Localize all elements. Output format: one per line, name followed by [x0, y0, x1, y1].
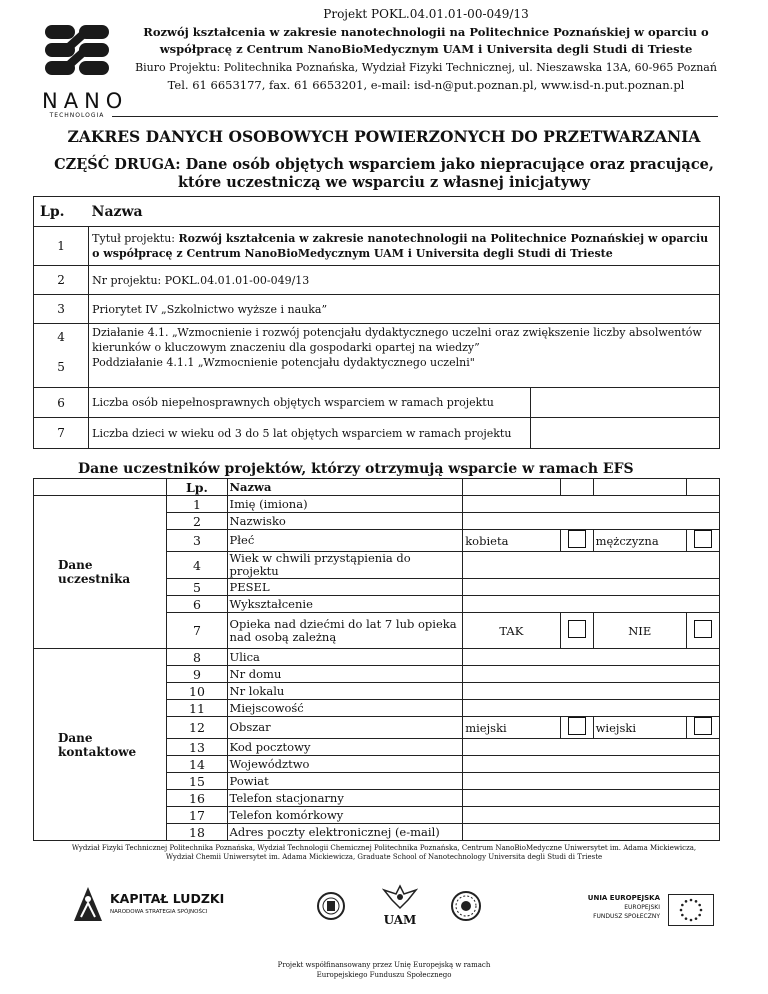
field-input[interactable] — [463, 683, 720, 700]
field-label: Adres poczty elektronicznej (e-mail) — [227, 824, 463, 841]
faculties-note-1: Wydział Fizyki Technicznej Politechnika Poznańska, Wydział Technologii Chemicznej Politechnika Poznańska, Centrum NanoBioMedyczne Uniwersytet im. Adama Mickiewicza, — [71, 844, 697, 852]
project-title-cell — [89, 227, 720, 266]
field-label: Imię (imiona) — [227, 496, 463, 513]
eu-star — [695, 900, 698, 903]
option-checkbox-cell[interactable] — [686, 613, 719, 649]
eu-star — [690, 919, 693, 922]
row-number: 15 — [167, 773, 227, 790]
checkbox[interactable] — [694, 530, 712, 548]
faculties-note-2: Wydział Chemii Uniwersytet im. Adama Mickiewicza, Graduate School of Nanotechnology Universita degli Studi di Trieste — [165, 853, 603, 861]
subtitle-line-2: które uczestniczą we wsparciu z własnej inicjatywy — [177, 174, 591, 191]
field-input[interactable] — [463, 773, 720, 790]
row-number: 5 — [167, 579, 227, 596]
row-number: 1 — [167, 496, 227, 513]
row-number: 14 — [167, 756, 227, 773]
checkbox[interactable] — [568, 530, 586, 548]
eu-logo — [570, 894, 720, 926]
col-name-header: Nazwa — [89, 197, 720, 227]
option-checkbox-cell[interactable] — [686, 717, 719, 739]
cofinancing-line-1: Projekt współfinansowany przez Unię Europejską w ramach — [277, 961, 491, 969]
eu-star — [695, 917, 698, 920]
table-row — [34, 324, 720, 388]
row-number: 2 — [34, 266, 89, 295]
eu-star — [700, 909, 703, 912]
uam-logo — [378, 884, 422, 926]
participant-data-table — [33, 478, 720, 841]
checkbox[interactable] — [694, 620, 712, 638]
header-address: Biuro Projektu: Politechnika Poznańska, Wydział Fizyki Technicznej, ul. Nieszawska 13A, 60-965 Poznań — [135, 61, 717, 74]
field-input[interactable] — [463, 649, 720, 666]
row-number: 11 — [167, 700, 227, 717]
field-label: Powiat — [227, 773, 463, 790]
field-label: Nr lokalu — [227, 683, 463, 700]
eu-star — [690, 899, 693, 902]
eu-text-line1: UNIA EUROPEJSKA — [587, 894, 660, 902]
children-count-input[interactable] — [530, 418, 719, 449]
field-label: Miejscowość — [227, 700, 463, 717]
option-checkbox-cell[interactable] — [560, 613, 593, 649]
field-label: Kod pocztowy — [227, 739, 463, 756]
table-row — [34, 388, 720, 418]
eu-star — [685, 900, 688, 903]
field-input[interactable] — [463, 700, 720, 717]
eu-star — [681, 914, 684, 917]
project-info-table — [33, 196, 720, 449]
page-title: ZAKRES DANYCH OSOBOWYCH POWIERZONYCH DO PRZETWARZANIA — [67, 127, 701, 146]
eu-star — [680, 909, 683, 912]
table-row — [34, 266, 720, 295]
kapital-ludzki-logo — [72, 885, 232, 925]
table-row — [34, 496, 720, 513]
row-number: 6 — [167, 596, 227, 613]
header-line-2: Rozwój kształcenia w zakresie nanotechnologii na Politechnice Poznańskiej w oparciu o — [143, 25, 709, 39]
field-input[interactable] — [463, 596, 720, 613]
field-input[interactable] — [463, 790, 720, 807]
row-number: 8 — [167, 649, 227, 666]
field-label: Płeć — [227, 530, 463, 552]
eu-text-line3: FUNDUSZ SPOŁECZNY — [593, 913, 660, 920]
field-input[interactable] — [463, 824, 720, 841]
table-row — [34, 227, 720, 266]
field-input[interactable] — [463, 552, 720, 579]
table-row — [34, 418, 720, 449]
row-number: 5 — [57, 360, 65, 374]
row-number: 13 — [167, 739, 227, 756]
cofinancing-line-2: Europejskiego Funduszu Społecznego — [316, 971, 452, 979]
header-divider — [112, 116, 718, 117]
value-cell — [686, 479, 719, 496]
option-checkbox-cell[interactable] — [686, 530, 719, 552]
eu-text — [570, 894, 660, 921]
field-input[interactable] — [463, 666, 720, 683]
field-input[interactable] — [463, 756, 720, 773]
row-number: 4 — [57, 330, 65, 344]
project-title-label: Tytuł projektu: — [92, 232, 179, 245]
row-number: 16 — [167, 790, 227, 807]
row-number: 6 — [34, 388, 89, 418]
field-label: PESEL — [227, 579, 463, 596]
checkbox[interactable] — [568, 717, 586, 735]
option-checkbox-cell[interactable] — [560, 530, 593, 552]
header-empty-cell — [34, 479, 167, 496]
header-contact: Tel. 61 6653177, fax. 61 6653201, e-mail: isd-n@put.poznan.pl, www.isd-n.put.poznan.pl — [167, 78, 685, 92]
row-number: 9 — [167, 666, 227, 683]
row-number: 7 — [34, 418, 89, 449]
col-name-header: Nazwa — [227, 479, 463, 496]
option-label: mężczyzna — [593, 530, 686, 552]
group-participant: Dane uczestnika — [34, 496, 167, 649]
value-cell — [560, 479, 593, 496]
table-header-row — [34, 197, 720, 227]
field-label: Województwo — [227, 756, 463, 773]
logo-sub: TECHNOLOGIA — [49, 112, 105, 119]
field-input[interactable] — [463, 579, 720, 596]
row-number-4-5 — [34, 324, 89, 388]
field-label: Telefon stacjonarny — [227, 790, 463, 807]
field-label: Wykształcenie — [227, 596, 463, 613]
group-contact: Dane kontaktowe — [34, 649, 167, 841]
row-number: 1 — [34, 227, 89, 266]
disabled-count-label: Liczba osób niepełnosprawnych objętych wsparciem w ramach projektu — [89, 388, 531, 418]
row-number: 10 — [167, 683, 227, 700]
project-title-value: Rozwój kształcenia w zakresie nanotechnologii na Politechnice Poznańskiej w oparciu o współpracę z Centrum NanoBioMedycznym UAM i Universita degli Studi di Trieste — [92, 232, 709, 260]
option-label: NIE — [593, 613, 686, 649]
row-number: 3 — [167, 530, 227, 552]
row-number: 17 — [167, 807, 227, 824]
uam-eagle-icon — [382, 884, 418, 910]
measure-cell — [89, 324, 720, 388]
uam-text: UAM — [383, 913, 417, 927]
field-label: Nr domu — [227, 666, 463, 683]
section-2-title: Dane uczestników projektów, którzy otrzymują wsparcie w ramach EFS — [78, 461, 634, 477]
header-line-3: współpracę z Centrum NanoBioMedycznym UAM i Universita degli Studi di Trieste — [159, 42, 693, 56]
table-header-row — [34, 479, 720, 496]
eu-star — [685, 917, 688, 920]
row-number: 3 — [34, 295, 89, 324]
row-number: 7 — [167, 613, 227, 649]
field-input[interactable] — [463, 496, 720, 513]
field-label: Opieka nad dziećmi do lat 7 lub opieka nad osobą zależną — [227, 613, 463, 649]
field-label: Obszar — [227, 717, 463, 739]
value-cell — [593, 479, 686, 496]
field-input[interactable] — [463, 513, 720, 530]
eu-star — [698, 904, 701, 907]
logo-brand: NANO — [42, 89, 129, 113]
row-number: 4 — [167, 552, 227, 579]
university-seal-icon — [316, 891, 346, 921]
table-row — [34, 295, 720, 324]
field-label: Telefon komórkowy — [227, 807, 463, 824]
children-count-label: Liczba dzieci w wieku od 3 do 5 lat objętych wsparciem w ramach projektu — [89, 418, 531, 449]
project-number-cell: Nr projektu: POKL.04.01.01-00-049/13 — [89, 266, 720, 295]
eu-flag-icon — [668, 894, 714, 926]
measure-text: Działanie 4.1. „Wzmocnienie i rozwój potencjału dydaktycznego uczelni oraz zwiększenie liczby absolwentów kierunków o kluczowym znaczeniu dla gospodarki opartej na wiedzy” — [92, 326, 702, 354]
value-cell — [463, 479, 560, 496]
field-label: Nazwisko — [227, 513, 463, 530]
kapital-ludzki-name: KAPITAŁ LUDZKI — [110, 891, 225, 906]
option-label: TAK — [463, 613, 560, 649]
option-label: miejski — [463, 717, 560, 739]
checkbox[interactable] — [694, 717, 712, 735]
field-label: Ulica — [227, 649, 463, 666]
university-seal-2 — [450, 890, 482, 926]
eu-star — [681, 904, 684, 907]
col-lp-header: Lp. — [167, 479, 227, 496]
option-checkbox-cell[interactable] — [560, 717, 593, 739]
option-label: kobieta — [463, 530, 560, 552]
option-label: wiejski — [593, 717, 686, 739]
submeasure-text: Poddziałanie 4.1.1 „Wzmocnienie potencjału dydaktycznego uczelni" — [92, 356, 475, 369]
eu-star — [698, 914, 701, 917]
field-label: Wiek w chwili przystąpienia do projektu — [227, 552, 463, 579]
priority-cell: Priorytet IV „Szkolnictwo wyższe i nauka” — [89, 295, 720, 324]
row-number: 18 — [167, 824, 227, 841]
kapital-ludzki-sub: NARODOWA STRATEGIA SPÓJNOŚCI — [110, 909, 208, 915]
col-lp-header: Lp. — [34, 197, 89, 227]
kapital-ludzki-icon — [72, 885, 104, 923]
university-seal-icon — [450, 890, 482, 922]
field-input[interactable] — [463, 739, 720, 756]
field-input[interactable] — [463, 807, 720, 824]
subtitle-line-1: CZĘŚĆ DRUGA: Dane osób objętych wsparciem jako niepracujące oraz pracujące, — [54, 156, 714, 173]
disabled-count-input[interactable] — [530, 388, 719, 418]
eu-text-line2: EUROPEJSKI — [624, 904, 660, 911]
university-seal-1 — [316, 891, 346, 925]
row-number: 12 — [167, 717, 227, 739]
table-row — [34, 649, 720, 666]
row-number: 2 — [167, 513, 227, 530]
project-number: Projekt POKL.04.01.01-00-049/13 — [323, 7, 529, 21]
checkbox[interactable] — [568, 620, 586, 638]
